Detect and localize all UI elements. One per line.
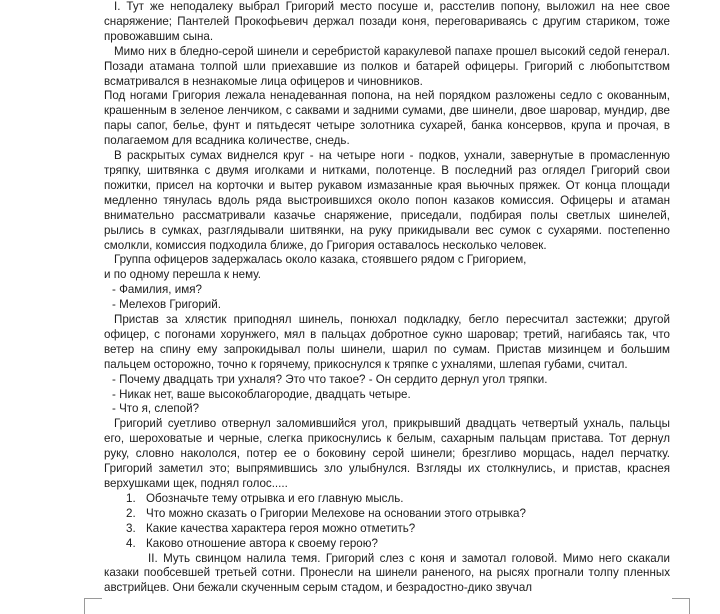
question-number: 2. (126, 506, 136, 520)
paragraph-4: В раскрытых сумах виднелся круг - на четыре ноги - подков, ухнали, завернутые в промасленную тряпку, шитвянка с двумя иголками и нитками, полотенце. В последний раз оглядел Григорий свои пожитки, присел на корточки и вытер рукавом измазанные края вьючных пряжек. От конца площади медленно тянулась вдоль ряда выстроившихся около попон казаков комиссия. Офицеры и атаман внимательно рассматривали казачье снаряжение, приседали, подбирая полы светлых шинелей, рылись в сумках, разглядывали шитвянки, на руку прикидывали вес сумок с сухарями. постепенно смолкли, комиссия подходила ближе, до Григория оставалось несколько человек. (104, 149, 670, 252)
paragraph-5: Группа офицеров задержалась около казака, стоявшего рядом с Григорием, (114, 253, 527, 267)
question-text: Что можно сказать о Григории Мелехове на основании этого отрывка? (146, 506, 526, 520)
question-list (104, 492, 670, 552)
question-text: Обозначьте тему отрывка и его главную мысль. (146, 491, 404, 505)
question-item (104, 507, 670, 522)
question-item (104, 537, 670, 552)
question-item (104, 492, 670, 507)
dialogue-line-4: - Никак нет, ваше высокоблагородие, двадцать четыре. (112, 387, 411, 401)
question-number: 1. (126, 491, 136, 505)
document-text (104, 0, 670, 596)
dialogue-line-3: - Почему двадцать три ухналя? Это что такое? - Он сердито дернул угол тряпки. (112, 372, 548, 386)
paragraph-2: Мимо них в бледно-серой шинели и серебристой каракулевой папахе прошел высокий седой генерал. Позади атамана толпой шли приехавшие из полков и батарей офицеры. Григорий с любопытством всматривался в незнакомые лица офицеров и чиновников. (104, 44, 670, 88)
dialogue-line-1: - Фамилия, имя? (112, 283, 202, 297)
paragraph-3: Под ногами Григория лежала ненадеванная попона, на ней порядком разложены седло с окованным, крашенным в зеленое ленчиком, с саквами и задними сумами, две шинели, двое шаровар, мундир, две пары сапог, белье, фунт и пятьдесят четыре золотника сухарей, банка консервов, крупа и прочая, в полагаемом для всадника количестве, снедь. (104, 89, 670, 148)
question-item (104, 522, 670, 537)
dialogue-line-2: - Мелехов Григорий. (112, 298, 221, 312)
paragraph-8: Григорий суетливо отвернул заломившийся угол, прикрывший двадцать четвертый ухналь, пальцы его, шероховатые и черные, слегка прикоснулись к белым, сахарным пальцам пристава. Тот дернул руку, словно накололся, потер ее о боковину серой шинели; брезгливо морщась, надел перчатку. Григорий заметил это; выпрямившись зло улыбнулся. Взгляды их столкнулись, и пристав, краснея верхушками щек, поднял голос..... (104, 417, 670, 490)
question-text: Какие качества характера героя можно отметить? (146, 521, 416, 535)
paragraph-7: Пристав за хлястик приподнял шинель, понюхал подкладку, бегло пересчитал застежки; другой офицер, с погонами хорунжего, мял в пальцах добротное сукно шаровар; третий, нагибаясь так, что ветер на спину ему запрокидывал полы шинели, шарил по сумам. Пристав мизинцем и большим пальцем осторожно, точно к горячему, прикоснулся к тряпке с ухналями, шлепая губами, считал. (104, 313, 670, 371)
paragraph-6: и по одному перешла к нему. (104, 268, 262, 282)
paragraph-1: I. Тут же неподалеку выбрал Григорий место посуше и, расстелив попону, выложил на нее свое снаряжение; Пантелей Прокофьевич держал позади коня, переговариваясь с другим стариком, тоже провожавшим сына. (104, 0, 670, 43)
page-corner-mark-right (672, 598, 690, 614)
part-two-paragraph: II. Муть свинцом налила темя. Григорий слез с коня и замотал головой. Мимо него скакали казаки пообсевшей третьей сотни. Пронесли на шинели раненого, на рысях прогнали толпу пленных австрийцев. Они бежали скученным серым стадом, и безрадостно-дико звучал (104, 551, 670, 595)
question-number: 3. (126, 521, 136, 535)
question-text: Каково отношение автора к своему герою? (146, 536, 378, 550)
page-corner-mark-left (84, 598, 102, 614)
question-number: 4. (126, 536, 136, 550)
dialogue-line-5: - Что я, слепой? (112, 402, 200, 416)
